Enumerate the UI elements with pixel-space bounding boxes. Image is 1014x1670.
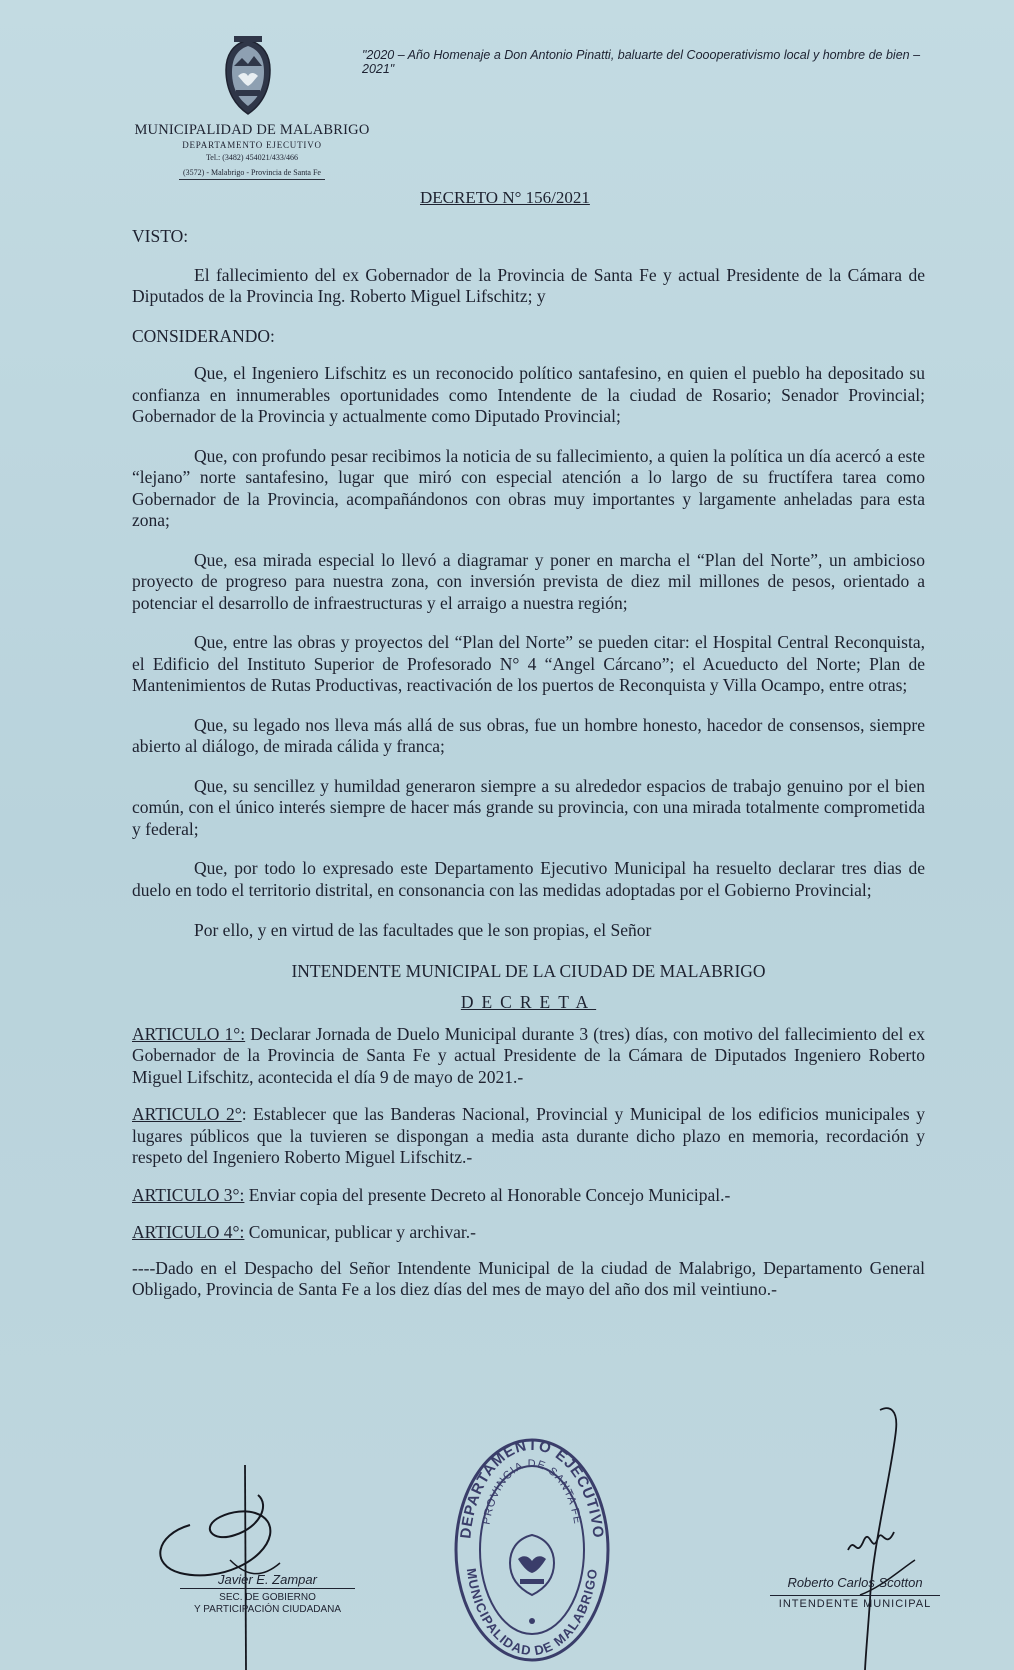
decreta-heading: DECRETA <box>460 992 597 1012</box>
municipal-crest-icon <box>222 36 274 118</box>
article-text: Declarar Jornada de Duelo Municipal durante 3 (tres) días, con motivo del fallecimiento del ex Gobernador de la Provincia de Santa Fe y actual Presidente de la Cámara de Diputados Ingeniero Roberto Miguel Lifschitz, acontecida el día 9 de mayo de 2021.- <box>132 1023 925 1087</box>
seal-outer-top: DEPARTAMENTO EJECUTIVO <box>457 1436 607 1540</box>
signatory-name: Roberto Carlos Scotton <box>787 1575 923 1590</box>
article-text: : Establecer que las Banderas Nacional, Provincial y Municipal de los edificios municipales y lugares públicos que la tuvieren se dispongan a media asta durante dicho plazo en memoria, recordación y respeto del Ingeniero Roberto Miguel Lifschitz.- <box>132 1104 925 1167</box>
municipality-letterhead <box>132 122 372 180</box>
considerando-paragraph: Que, con profundo pesar recibimos la noticia de su fallecimiento, a quien la política un día acercó a este “lejano” norte santafesino, lugar que miró con especial atención a lo largo de su fructífera tarea como Gobernador de la Provincia, acompañándonos con obras muy importantes y largamente anheladas para esta zona; <box>132 445 925 530</box>
signatory-title: INTENDENTE MUNICIPAL <box>770 1595 940 1610</box>
article-label: ARTICULO 1°: <box>132 1023 246 1044</box>
considerando-paragraph: Que, entre las obras y proyectos del “Plan del Norte” se pueden citar: el Hospital Central Reconquista, el Edificio del Instituto Superior de Profesorado N° 4 “Angel Cárcano”; el Acueducto del Norte; Plan de Mantenimientos de Rutas Productivas, reactivación de los puertos de Reconquista y Villa Ocampo, entre otras; <box>132 632 925 695</box>
signature-right <box>770 1575 940 1610</box>
article-3 <box>132 1185 925 1207</box>
decree-body <box>132 222 925 1301</box>
phone-line: Tel.: (3482) 454021/433/466 <box>205 153 299 162</box>
signatory-name: Javier E. Zampar <box>180 1572 355 1589</box>
closing-paragraph: ----Dado en el Despacho del Señor Intendente Municipal de la ciudad de Malabrigo, Departamento General Obligado, Provincia de Santa Fe a los diez días del mes de mayo del año dos mil veintiuno.- <box>132 1257 925 1299</box>
por-ello-line: Por ello, y en virtud de las facultades que le son propias, el Señor <box>194 920 652 940</box>
article-2 <box>132 1104 925 1169</box>
municipality-name: MUNICIPALIDAD DE MALABRIGO <box>134 122 370 138</box>
signature-left <box>180 1572 355 1615</box>
department-name: DEPARTAMENTO EJECUTIVO <box>182 140 322 150</box>
signature-right-scrawl-icon <box>820 1400 940 1670</box>
signatory-title: SEC. DE GOBIERNO <box>219 1592 316 1603</box>
visto-text: El fallecimiento del ex Gobernador de la Provincia de Santa Fe y actual Presidente de la Cámara de Diputados de la Provincia Ing. Roberto Miguel Lifschitz; y <box>132 264 925 306</box>
header-motto: "2020 – Año Homenaje a Don Antonio Pinatti, baluarte del Coooperativismo local y hombre de bien – 2021" <box>362 48 921 76</box>
official-seal-icon <box>452 1435 612 1665</box>
considerando-paragraph: Que, por todo lo expresado este Departamento Ejecutivo Municipal ha resuelto declarar tres dias de duelo en todo el territorio distrital, en consonancia con las medidas adoptadas por el Gobierno Provincial; <box>132 858 925 900</box>
seal-inner: PROVINCIA DE SANTA FE <box>480 1457 584 1526</box>
address-line: (3572) - Malabrigo - Provincia de Santa Fe <box>179 168 325 180</box>
signature-left-scrawl-icon <box>150 1465 300 1670</box>
intendente-heading: INTENDENTE MUNICIPAL DE LA CIUDAD DE MALABRIGO <box>291 960 766 981</box>
article-text: Comunicar, publicar y archivar.- <box>244 1222 476 1242</box>
considerando-paragraph: Que, el Ingeniero Lifschitz es un reconocido político santafesino, en quien el pueblo ha depositado su confianza en innumerables oportunidades como Intendente de la ciudad de Rosario; Senador Provincial; Gobernador de la Provincia y actualmente como Diputado Provincial; <box>132 363 925 426</box>
signatory-title: Y PARTICIPACIÓN CIUDADANA <box>193 1604 342 1615</box>
article-label: ARTICULO 2° <box>132 1104 242 1124</box>
svg-text:DEPARTAMENTO EJECUTIVO <box>457 1437 606 1540</box>
seal-outer-bottom: MUNICIPALIDAD DE MALABRIGO <box>463 1567 601 1659</box>
article-label: ARTICULO 3°: <box>132 1184 245 1205</box>
considerando-paragraph: Que, su sencillez y humildad generaron siempre a su alrededor espacios de trabajo genuino por el bien común, con el único interés siempre de hacer más grande su provincia, con una mirada totalmente comprometida y federal; <box>132 775 925 839</box>
article-text: Enviar copia del presente Decreto al Honorable Concejo Municipal.- <box>244 1184 731 1205</box>
decree-title: DECRETO N° 156/2021 <box>420 188 590 207</box>
article-1 <box>132 1024 925 1089</box>
visto-heading: VISTO: <box>132 226 189 246</box>
considerando-heading: CONSIDERANDO: <box>132 325 275 346</box>
article-label: ARTICULO 4°: <box>132 1222 245 1242</box>
considerando-paragraph: Que, su legado nos lleva más allá de sus obras, fue un hombre honesto, hacedor de consensos, siempre abierto al diálogo, de mirada cálida y franca; <box>132 714 925 756</box>
considerando-paragraph: Que, esa mirada especial lo llevó a diagramar y poner en marcha el “Plan del Norte”, un ambicioso proyecto de progreso para nuestra zona, con inversión prevista de diez mil millones de pesos, orientado a potenciar el desarrollo de infraestructuras y el arraigo a nuestra región; <box>132 549 925 613</box>
article-4 <box>132 1222 925 1244</box>
